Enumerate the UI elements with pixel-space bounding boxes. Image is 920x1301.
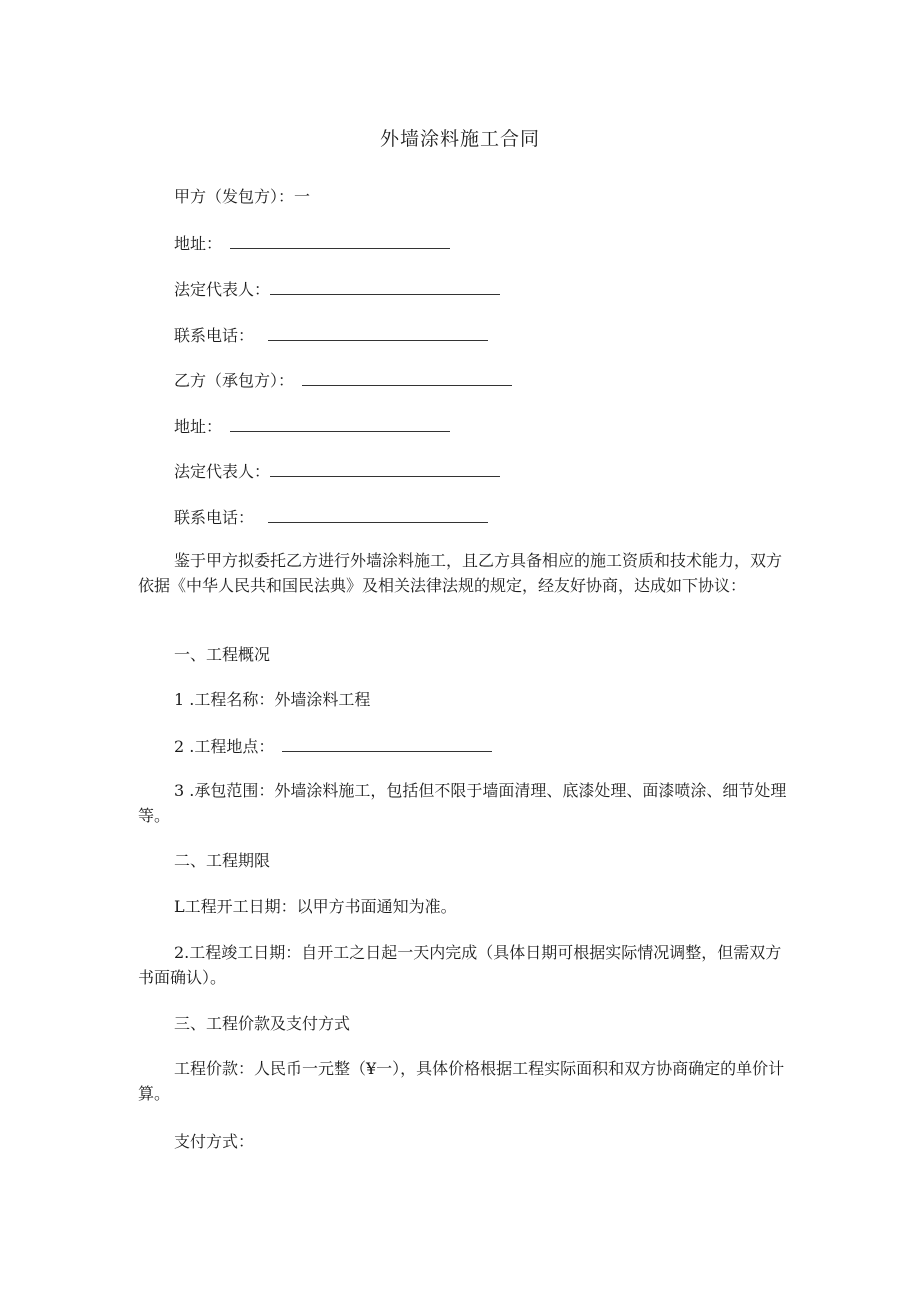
location-blank: [282, 735, 492, 752]
party-b-blank: [302, 369, 512, 386]
party-b-phone-label: 联系电话：: [174, 508, 255, 527]
party-a-label: 甲方（发包方）：一: [174, 187, 311, 206]
party-a-address-blank: [230, 232, 450, 249]
party-a-phone-blank: [268, 324, 488, 341]
party-a-rep-line: [174, 278, 500, 301]
party-a-phone-line: [174, 324, 488, 347]
party-b-label: 乙方（承包方）：: [174, 371, 295, 390]
section2-item-end: 2.工程竣工日期：自开工之日起一天内完成（具体日期可根据实际情况调整，但需双方书面确认）。: [138, 943, 782, 987]
party-a-address-label: 地址：: [174, 234, 223, 253]
party-b-address-line: [174, 415, 450, 438]
section2-item-start: L工程开工日期：以甲方书面通知为准。: [174, 897, 457, 916]
document-title: 外墙涂料施工合同: [379, 128, 540, 150]
party-b-rep-label: 法定代表人：: [174, 462, 271, 481]
section3-heading: 三、工程价款及支付方式: [174, 1014, 351, 1033]
section2-heading: 二、工程期限: [174, 851, 271, 870]
party-b-phone-blank: [268, 506, 488, 523]
section1-item-scope: 3 .承包范围：外墙涂料施工，包括但不限于墙面清理、底漆处理、面漆喷涂、细节处理等。: [138, 781, 787, 825]
section1-heading: 一、工程概况: [174, 645, 271, 664]
party-b-address-blank: [230, 415, 450, 432]
party-a-address-line: [174, 232, 450, 255]
party-a-rep-label: 法定代表人：: [174, 280, 271, 299]
section1-item-name: 1 .工程名称：外墙涂料工程: [174, 690, 371, 709]
party-a-line: [174, 186, 310, 208]
party-b-line: [174, 369, 512, 392]
party-a-rep-blank: [270, 278, 500, 295]
party-b-rep-blank: [270, 460, 500, 477]
party-b-rep-line: [174, 460, 500, 483]
section3-price: 工程价款：人民币一元整（¥一），具体价格根据工程实际面积和双方协商确定的单价计算。: [138, 1059, 785, 1103]
party-b-address-label: 地址：: [174, 417, 223, 436]
section3-payment-label: 支付方式：: [174, 1132, 255, 1151]
section1-item-location: [174, 735, 492, 758]
intro-paragraph: 鉴于甲方拟委托乙方进行外墙涂料施工，且乙方具备相应的施工资质和技术能力，双方依据《中华人民共和国民法典》及相关法律法规的规定，经友好协商，达成如下协议：: [138, 551, 783, 595]
party-b-phone-line: [174, 506, 488, 529]
party-a-phone-label: 联系电话：: [174, 326, 255, 345]
location-label: 2 .工程地点：: [174, 737, 275, 756]
